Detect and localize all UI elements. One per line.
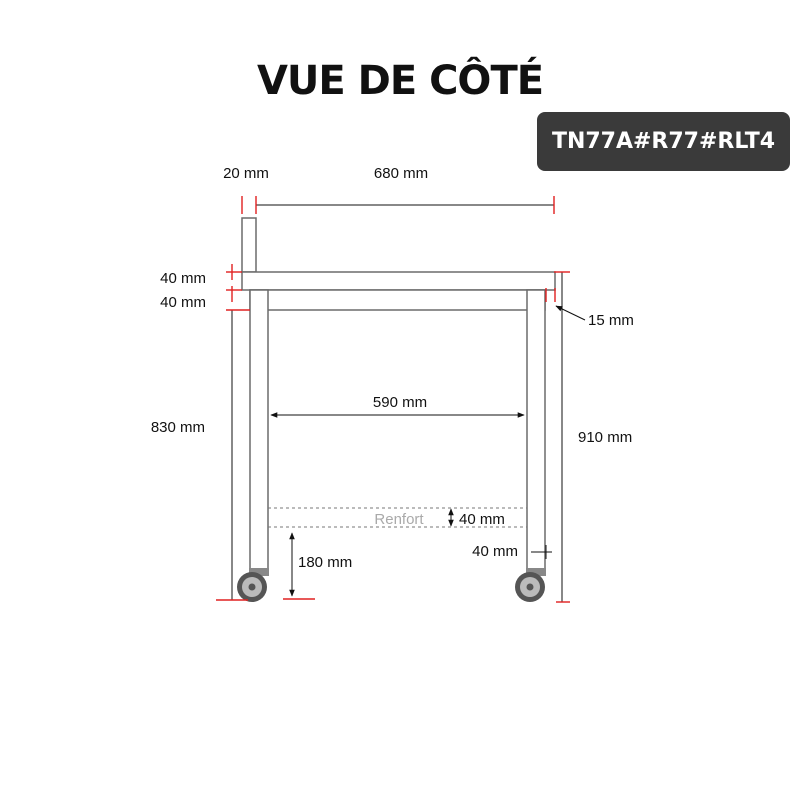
top-frame — [250, 290, 545, 310]
label-top-thickness: 40 mm — [160, 270, 206, 287]
left-leg — [250, 290, 268, 572]
left-caster — [237, 568, 269, 602]
label-depth: 680 mm — [373, 165, 429, 182]
label-total-height: 910 mm — [578, 429, 633, 446]
label-inner-width: 590 mm — [372, 394, 428, 411]
right-caster — [515, 568, 546, 602]
splashback — [242, 218, 256, 272]
label-reinforcement-height: 40 mm — [459, 511, 505, 528]
label-splashback-thickness: 20 mm — [223, 165, 269, 182]
label-height-to-top: 830 mm — [150, 419, 205, 436]
right-leg — [527, 290, 545, 572]
reference-badge: TN77A#R77#RLT4 — [537, 112, 790, 171]
label-frame-height: 40 mm — [160, 294, 206, 311]
table-top — [242, 272, 555, 290]
reinforcement-label: Renfort — [374, 511, 424, 528]
label-leg-width: 40 mm — [472, 543, 518, 560]
label-overhang: 15 mm — [588, 312, 634, 329]
label-reinforcement-from-floor: 180 mm — [298, 554, 353, 571]
page-title: VUE DE CÔTÉ — [256, 58, 544, 104]
